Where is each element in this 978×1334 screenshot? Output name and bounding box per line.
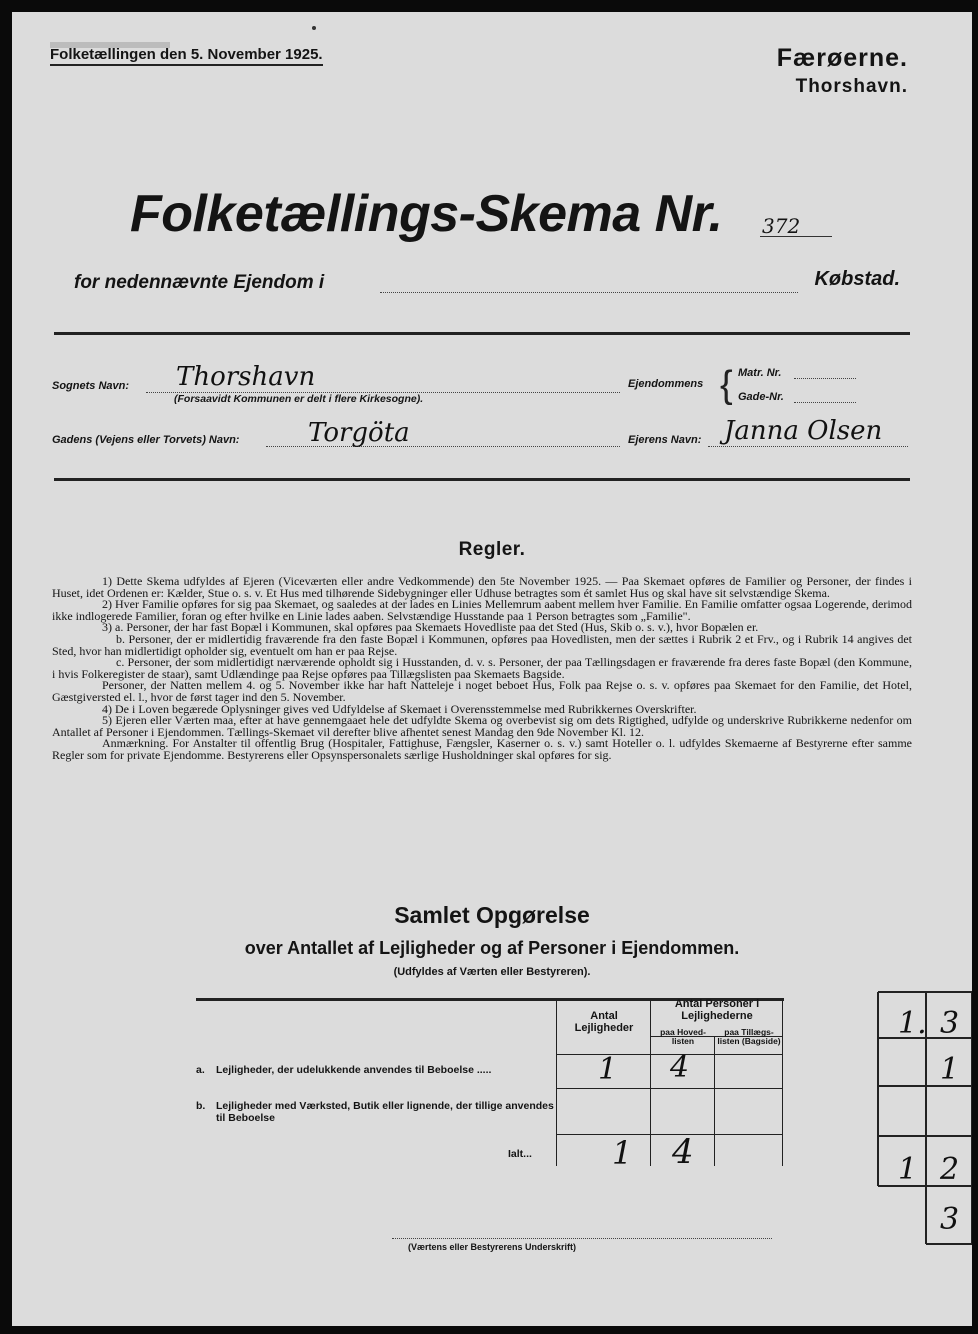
tally-cell-10: 3: [940, 1202, 960, 1237]
sogn-note: (Forsaavidt Kommunen er delt i flere Kirkesogne).: [174, 393, 424, 405]
gade-navn-handwritten: Torgöta: [308, 418, 410, 448]
census-date-header: Folketællingen den 5. November 1925.: [50, 46, 323, 66]
ejer-line: [708, 446, 908, 447]
gade-navn-label: Gadens (Vejens eller Torvets) Navn:: [52, 434, 240, 446]
rule-paragraph-5: 5) Ejeren eller Værten maa, efter at have gennemgaaet hele det udfyldte Skema og overbevist sig om dets Rigtighed, udfylde og underskrive Rubrikkerne nedenfor om Antallet af Personer i Ejendommen. Tællings-Skemaet vil derefter blive afhentet senest Mandag den 9de November Kl. 12.: [52, 713, 912, 739]
ink-dot: [312, 26, 316, 30]
divider-middle: [54, 478, 910, 481]
ialt-hovedlisten: 4: [672, 1132, 694, 1172]
rule-paragraph-note: Anmærkning. For Anstalter til offentlig Brug (Hospitaler, Fattighuse, Fængsler, Kaserner o. s. v.) samt Hoteller o. l. udfyldes Skemaerne af Bestyrerne efter samme Regler som for private Ejendomme. Bestyrerens eller Opsynspersonalets særlige Husholdninger skal opføres for sig.: [52, 736, 912, 762]
ialt-lejligheder: 1: [612, 1134, 633, 1172]
table-vline-2: [650, 1000, 651, 1166]
matr-line: [794, 378, 856, 379]
row-b-label: Lejligheder med Værksted, Butik eller lignende, der tillige anvendes til Beboelse: [216, 1100, 554, 1124]
tally-cell-4: 1: [940, 1052, 960, 1087]
table-hline-a: [556, 1088, 782, 1089]
tally-cell-8: 2: [940, 1152, 960, 1187]
summary-title: Samlet Opgørelse: [394, 902, 590, 928]
row-a-key: a.: [196, 1064, 205, 1076]
summary-subtitle: over Antallet af Lejligheder og af Personer i Ejendommen.: [244, 938, 740, 958]
divider-top: [54, 332, 910, 335]
tally-cell-7: 1: [898, 1152, 918, 1187]
table-hline-b: [556, 1134, 782, 1135]
subtitle-blank-line: [380, 292, 798, 293]
row-a-label: Lejligheder, der udelukkende anvendes til Beboelse .....: [216, 1064, 492, 1076]
gade-nr-label: Gade-Nr.: [738, 391, 784, 403]
subtitle-left: for nedennævnte Ejendom i: [74, 272, 325, 293]
ejer-value-handwritten: Janna Olsen: [724, 416, 883, 446]
rules-title: Regler.: [458, 539, 526, 560]
signature-label: (Værtens eller Bestyrerens Underskrift): [407, 1242, 577, 1252]
rule-paragraph-night: Personer, der Natten mellem 4. og 5. November ikke har haft Natteleje i noget beboet Hus, Folk paa Rejse o. s. v. opføres paa Skemaet for den Familie, det Hotel, Gæstgiversted el. l., hvor de først tager ind den 5. November.: [52, 678, 912, 704]
row-b-key: b.: [196, 1100, 206, 1112]
sogn-label: Sognets Navn:: [52, 380, 130, 392]
col-tillaeg-header: paa Tillægs-listen (Bagside): [717, 1027, 781, 1046]
brace-symbol: {: [720, 364, 733, 406]
tally-cell-2: 3: [940, 1006, 960, 1041]
table-vline-4: [782, 1000, 783, 1166]
region-header: Færøerne.: [776, 44, 908, 72]
gade-nr-line: [794, 402, 856, 403]
rule-paragraph-1: 1) Dette Skema udfyldes af Ejeren (Viceværten eller andre Vedkommende) den 5te November 1925. — Paa Skemaet opføres de Familier og Personer, der findes i Huset, idet Ordenen er: Kælder, Stue o. s. v. Et Hus med tilhørende Sidebygninger eller Udhuse betragtes som ét samlet Hus og skal have sit selvstændige Skema.: [52, 574, 912, 600]
col-lejligheder-header: Antal Lejligheder: [574, 1010, 634, 1034]
rule-paragraph-3a: 3) a. Personer, der har fast Bopæl i Kommunen, skal opføres paa Skemaets Hovedliste paa det Sted (Hus, Skib o. s. v.), hvor Bopælen er.: [102, 620, 759, 635]
signature-line: [392, 1238, 772, 1239]
row-a-hovedlisten: 4: [670, 1050, 690, 1085]
table-hline-head: [556, 1054, 782, 1055]
rule-paragraph-4: 4) De i Loven begærede Oplysninger gives ved Udfyldelse af Skemaet i Overensstemmelse med Rubrikkernes Overskrifter.: [102, 701, 697, 716]
ialt-label: Ialt...: [508, 1148, 532, 1160]
col-personer-header: Antal Personer i Lejlighederne: [674, 998, 760, 1022]
ejendom-label: Ejendommens: [628, 378, 704, 390]
summary-note: (Udfyldes af Værten eller Bestyreren).: [393, 966, 591, 978]
rule-paragraph-3c: c. Personer, der som midlertidigt nærværende opholdt sig i Husstanden, d. v. s. Personer, der paa Tællingsdagen er fraværende fra deres faste Bopæl (den Kommune, i hvis Folkeregister de staar), samt Udlændinge paa Rejse opføres paa Tillægslisten paa Skemaets Bagside.: [52, 655, 912, 681]
census-form-page: [12, 12, 972, 1326]
rules-text: [52, 576, 912, 762]
ejer-label: Ejerens Navn:: [628, 434, 702, 446]
form-title: Folketællings-Skema Nr.: [130, 185, 723, 243]
sogn-value-handwritten: Thorshavn: [176, 362, 316, 392]
row-a-lejligheder: 1: [598, 1052, 618, 1087]
table-vline-3: [714, 1036, 715, 1166]
col-hovedlisten-header: paa Hoved-listen: [660, 1027, 706, 1046]
table-vline-1: [556, 1000, 557, 1166]
matr-label: Matr. Nr.: [738, 367, 782, 379]
subtitle-right: Købstad.: [814, 268, 900, 290]
town-header: Thorshavn.: [795, 76, 908, 97]
tally-cell-1: 1.: [898, 1006, 927, 1041]
form-number-handwritten: 372: [762, 214, 801, 238]
rule-paragraph-2: 2) Hver Familie opføres for sig paa Skemaet, og saaledes at der lades en Linies Mellemrum aabent mellem hver Familie. En Familie omfatter ogsaa Logerende, derimod ikke indlogerede Familier, foran og efter hvilke en Linie lades aaben. Selvstændige Husstande paa 1 Person betragtes som „Familie".: [52, 597, 912, 623]
rule-paragraph-3b: b. Personer, der er midlertidig fraværende fra den faste Bopæl i Kommunen, opføres paa Hovedlisten, men der sættes i Rubrik 2 et Frv., og i Rubrik 14 angives det Sted, hvor han midlertidigt opholder sig, eventuelt om han er paa Rejse.: [52, 631, 912, 658]
